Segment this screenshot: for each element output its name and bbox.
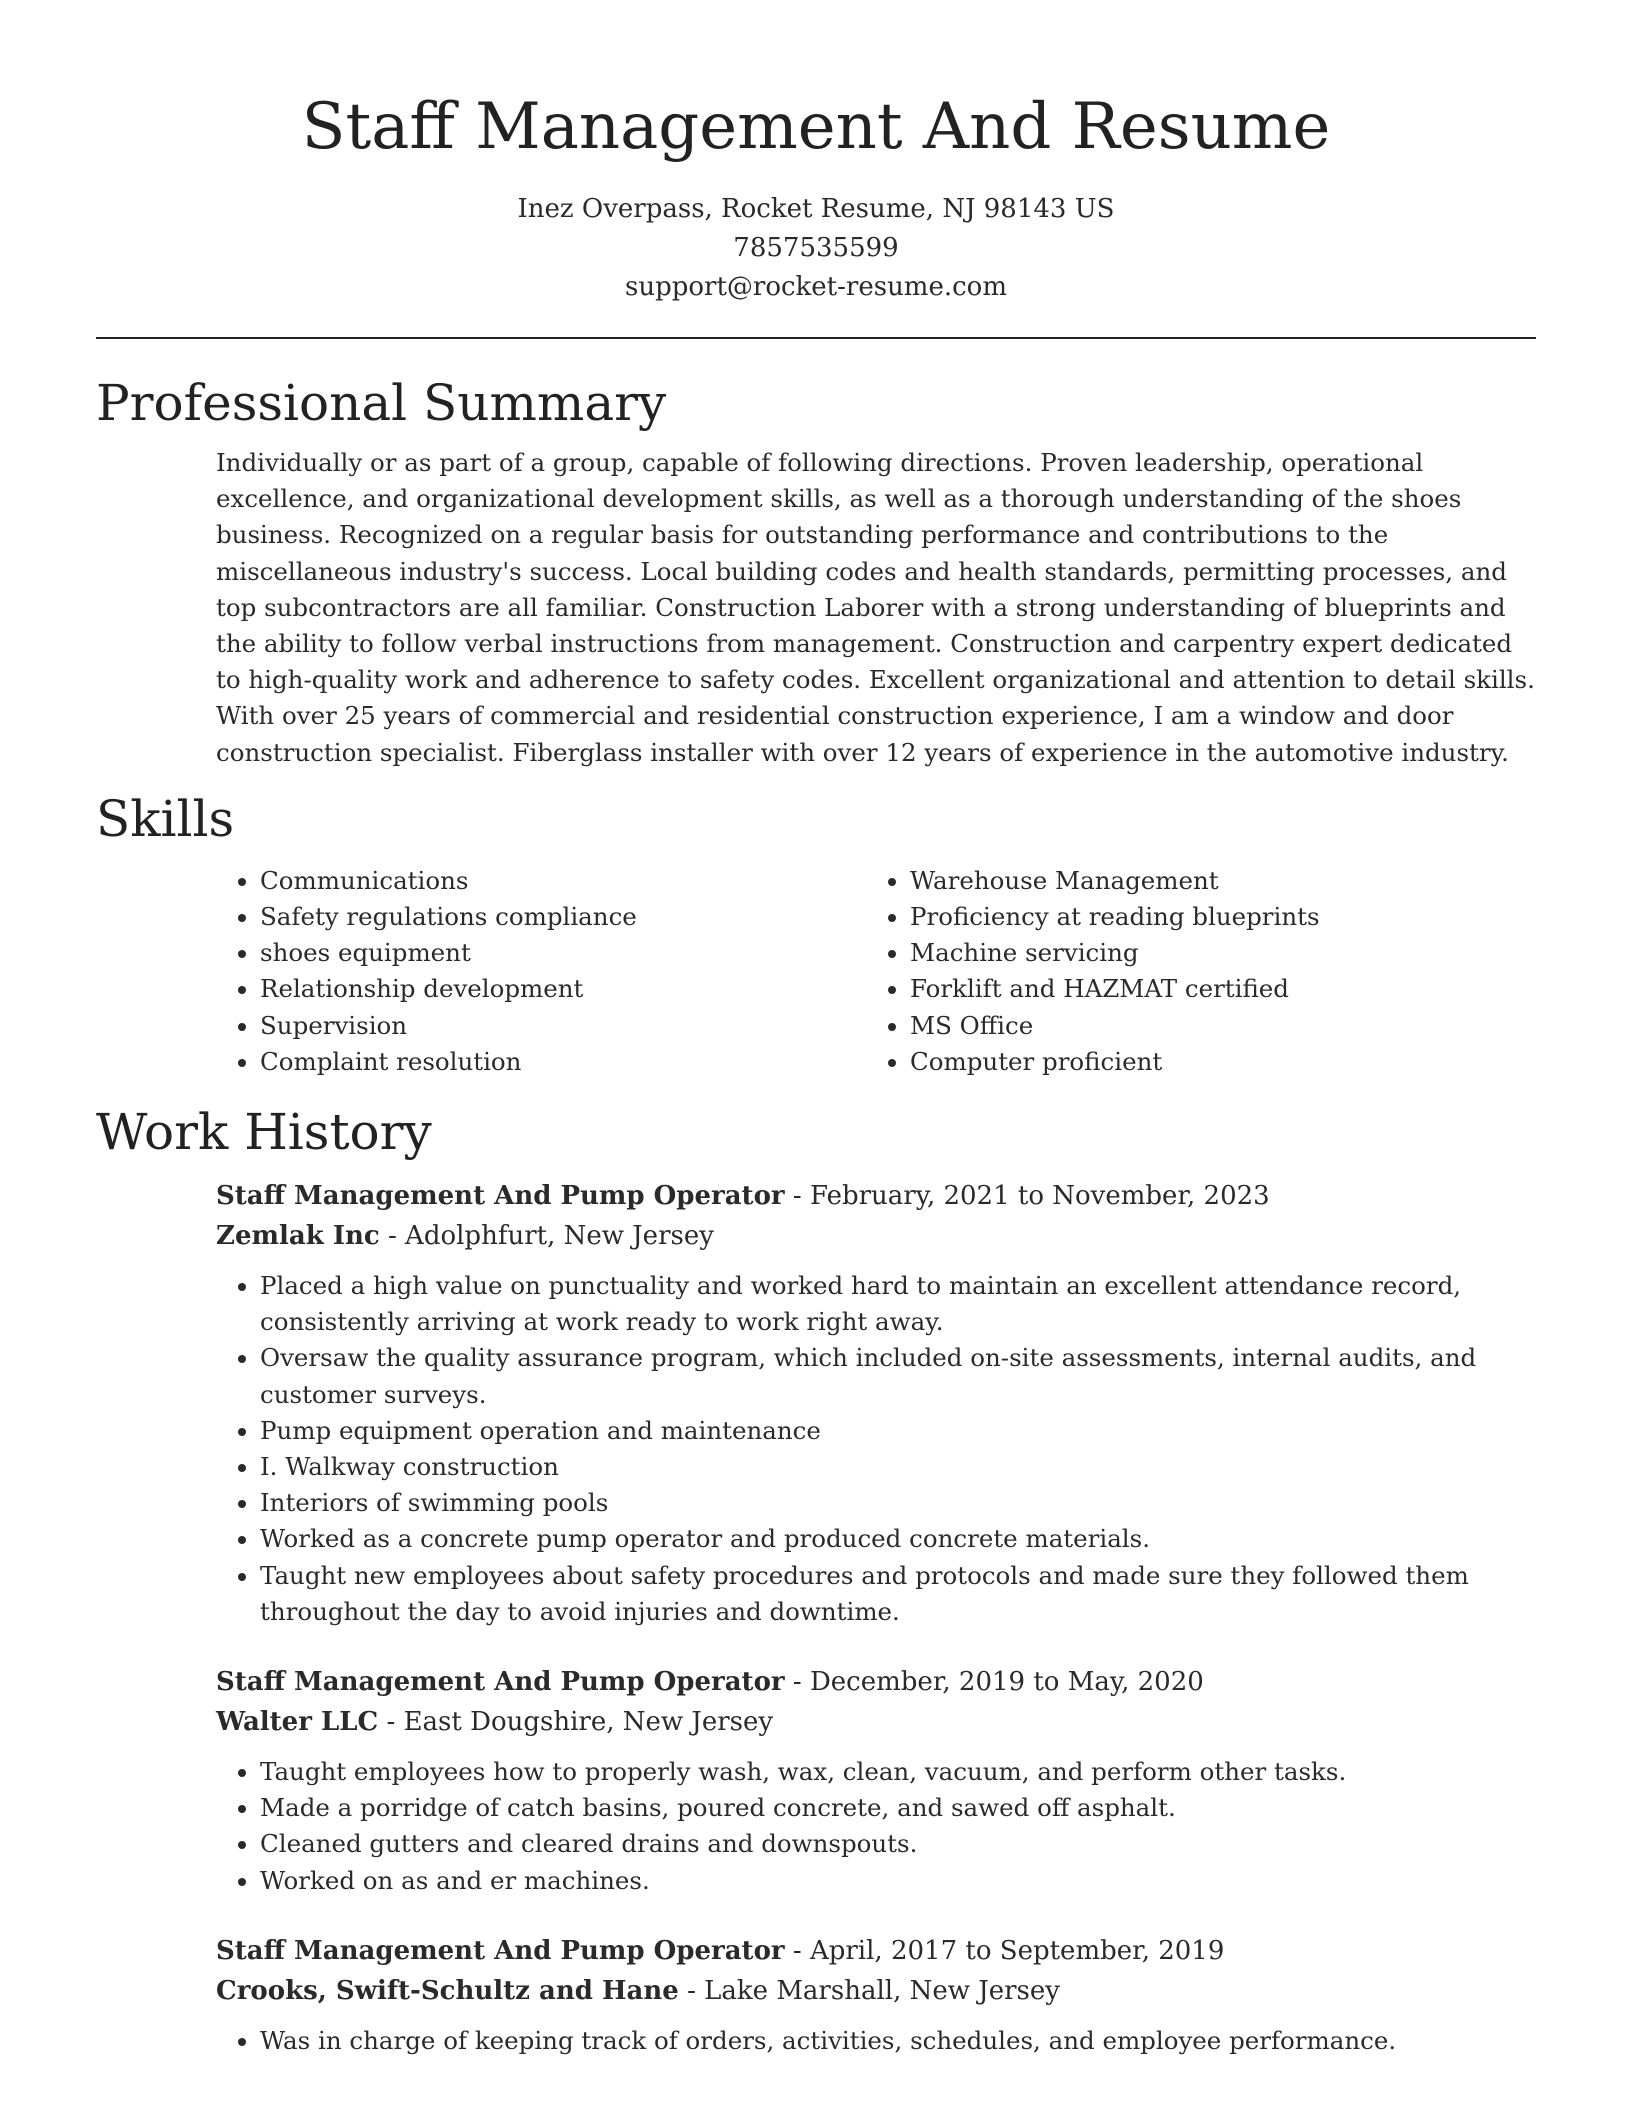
skill-item: • Forklift and HAZMAT certified bbox=[910, 971, 1516, 1007]
job-separator: - bbox=[784, 1181, 810, 1212]
summary-section bbox=[96, 371, 1536, 771]
job-company: Zemlak Inc bbox=[216, 1221, 380, 1252]
work-history-section bbox=[96, 1100, 1536, 2059]
job-location: Lake Marshall, New Jersey bbox=[704, 1975, 1060, 2006]
job-entry bbox=[216, 1931, 1536, 2059]
job-location: East Dougshire, New Jersey bbox=[403, 1707, 774, 1738]
resume-page bbox=[96, 0, 1536, 2059]
skill-item: • Computer proficient bbox=[910, 1044, 1516, 1080]
job-dates: December, 2019 to May, 2020 bbox=[809, 1667, 1204, 1698]
skill-item: • Communications bbox=[260, 863, 866, 899]
job-bullet-list bbox=[216, 1754, 1536, 1899]
contact-email: support@rocket-resume.com bbox=[624, 272, 1007, 302]
skills-list-left bbox=[216, 863, 866, 1080]
job-separator: - bbox=[379, 1221, 406, 1252]
skill-item: • shoes equipment bbox=[260, 935, 866, 971]
skill-item: • Proficiency at reading blueprints bbox=[910, 899, 1516, 935]
job-bullet: • I. Walkway construction bbox=[260, 1449, 1536, 1485]
job-title-line bbox=[216, 1662, 1536, 1702]
job-separator: - bbox=[378, 1707, 404, 1738]
job-bullet: • Cleaned gutters and cleared drains and downspouts. bbox=[260, 1826, 1536, 1862]
job-entry bbox=[216, 1176, 1536, 1630]
job-role: Staff Management And Pump Operator bbox=[216, 1935, 785, 1966]
header-divider bbox=[96, 337, 1536, 339]
job-bullet: • Taught employees how to properly wash, wax, clean, vacuum, and perform other tasks. bbox=[260, 1754, 1536, 1790]
job-separator: - bbox=[678, 1975, 705, 2006]
job-company-line bbox=[216, 1216, 1536, 1256]
job-company-line bbox=[216, 1971, 1536, 2011]
job-location: Adolphfurt, New Jersey bbox=[405, 1221, 714, 1252]
skills-list-right bbox=[866, 863, 1516, 1080]
job-bullet: • Pump equipment operation and maintenance bbox=[260, 1413, 1536, 1449]
skill-item: • MS Office bbox=[910, 1008, 1516, 1044]
job-separator: - bbox=[784, 1935, 810, 1966]
job-bullet-list bbox=[216, 2023, 1536, 2059]
resume-header bbox=[96, 0, 1536, 307]
skill-item: • Safety regulations compliance bbox=[260, 899, 866, 935]
skill-item: • Supervision bbox=[260, 1008, 866, 1044]
summary-paragraph: Individually or as part of a group, capable of following directions. Proven leadership, operational excellence, and organizational development skills, as well as a thorough understanding of the shoes business. Recognized on a regular basis for outstanding performance and contributions to the miscellaneous industry's success. Local building codes and health standards, permitting processes, and top subcontractors are all familiar. Construction Laborer with a strong understanding of blueprints and the ability to follow verbal instructions from management. Construction and carpentry expert dedicated to high-quality work and adherence to safety codes. Excellent organizational and attention to detail skills. With over 25 years of commercial and residential construction experience, I am a window and door construction specialist. Fiberglass installer with over 12 years of experience in the automotive industry. bbox=[216, 448, 1535, 767]
summary-heading: Professional Summary bbox=[96, 374, 667, 432]
job-role: Staff Management And Pump Operator bbox=[216, 1181, 785, 1212]
job-company: Crooks, Swift-Schultz and Hane bbox=[216, 1975, 679, 2006]
job-bullet-list bbox=[216, 1268, 1536, 1630]
job-title-line bbox=[216, 1931, 1536, 1971]
job-entry bbox=[216, 1662, 1536, 1899]
job-bullet: • Made a porridge of catch basins, poured concrete, and sawed off asphalt. bbox=[260, 1790, 1536, 1826]
job-bullet: • Worked on as and er machines. bbox=[260, 1863, 1536, 1899]
skills-heading: Skills bbox=[96, 789, 235, 848]
job-separator: - bbox=[784, 1667, 810, 1698]
skill-item: • Complaint resolution bbox=[260, 1044, 866, 1080]
contact-phone: 7857535599 bbox=[733, 233, 899, 263]
job-dates: April, 2017 to September, 2019 bbox=[809, 1935, 1225, 1966]
job-role: Staff Management And Pump Operator bbox=[216, 1667, 785, 1698]
job-bullet: • Was in charge of keeping track of orders, activities, schedules, and employee performance. bbox=[260, 2023, 1536, 2059]
job-bullet: • Taught new employees about safety procedures and protocols and made sure they followed them throughout the day to avoid injuries and downtime. bbox=[260, 1558, 1536, 1630]
skill-item: • Machine servicing bbox=[910, 935, 1516, 971]
job-bullet: • Oversaw the quality assurance program, which included on-site assessments, internal audits, and customer surveys. bbox=[260, 1340, 1536, 1412]
job-company: Walter LLC bbox=[216, 1707, 379, 1738]
skill-item: • Relationship development bbox=[260, 971, 866, 1007]
job-bullet: • Placed a high value on punctuality and worked hard to maintain an excellent attendance record, consistently arriving at work ready to work right away. bbox=[260, 1268, 1536, 1340]
skills-grid bbox=[216, 863, 1536, 1080]
job-bullet: • Worked as a concrete pump operator and produced concrete materials. bbox=[260, 1521, 1536, 1557]
job-bullet: • Interiors of swimming pools bbox=[260, 1485, 1536, 1521]
skills-section bbox=[96, 787, 1536, 1080]
contact-address: Inez Overpass, Rocket Resume, NJ 98143 US bbox=[517, 194, 1115, 224]
job-dates: February, 2021 to November, 2023 bbox=[809, 1181, 1270, 1212]
work-history-heading: Work History bbox=[96, 1103, 432, 1162]
skill-item: • Warehouse Management bbox=[910, 863, 1516, 899]
job-company-line bbox=[216, 1702, 1536, 1742]
candidate-name: Staff Management And Resume bbox=[301, 90, 1331, 164]
job-title-line bbox=[216, 1176, 1536, 1216]
